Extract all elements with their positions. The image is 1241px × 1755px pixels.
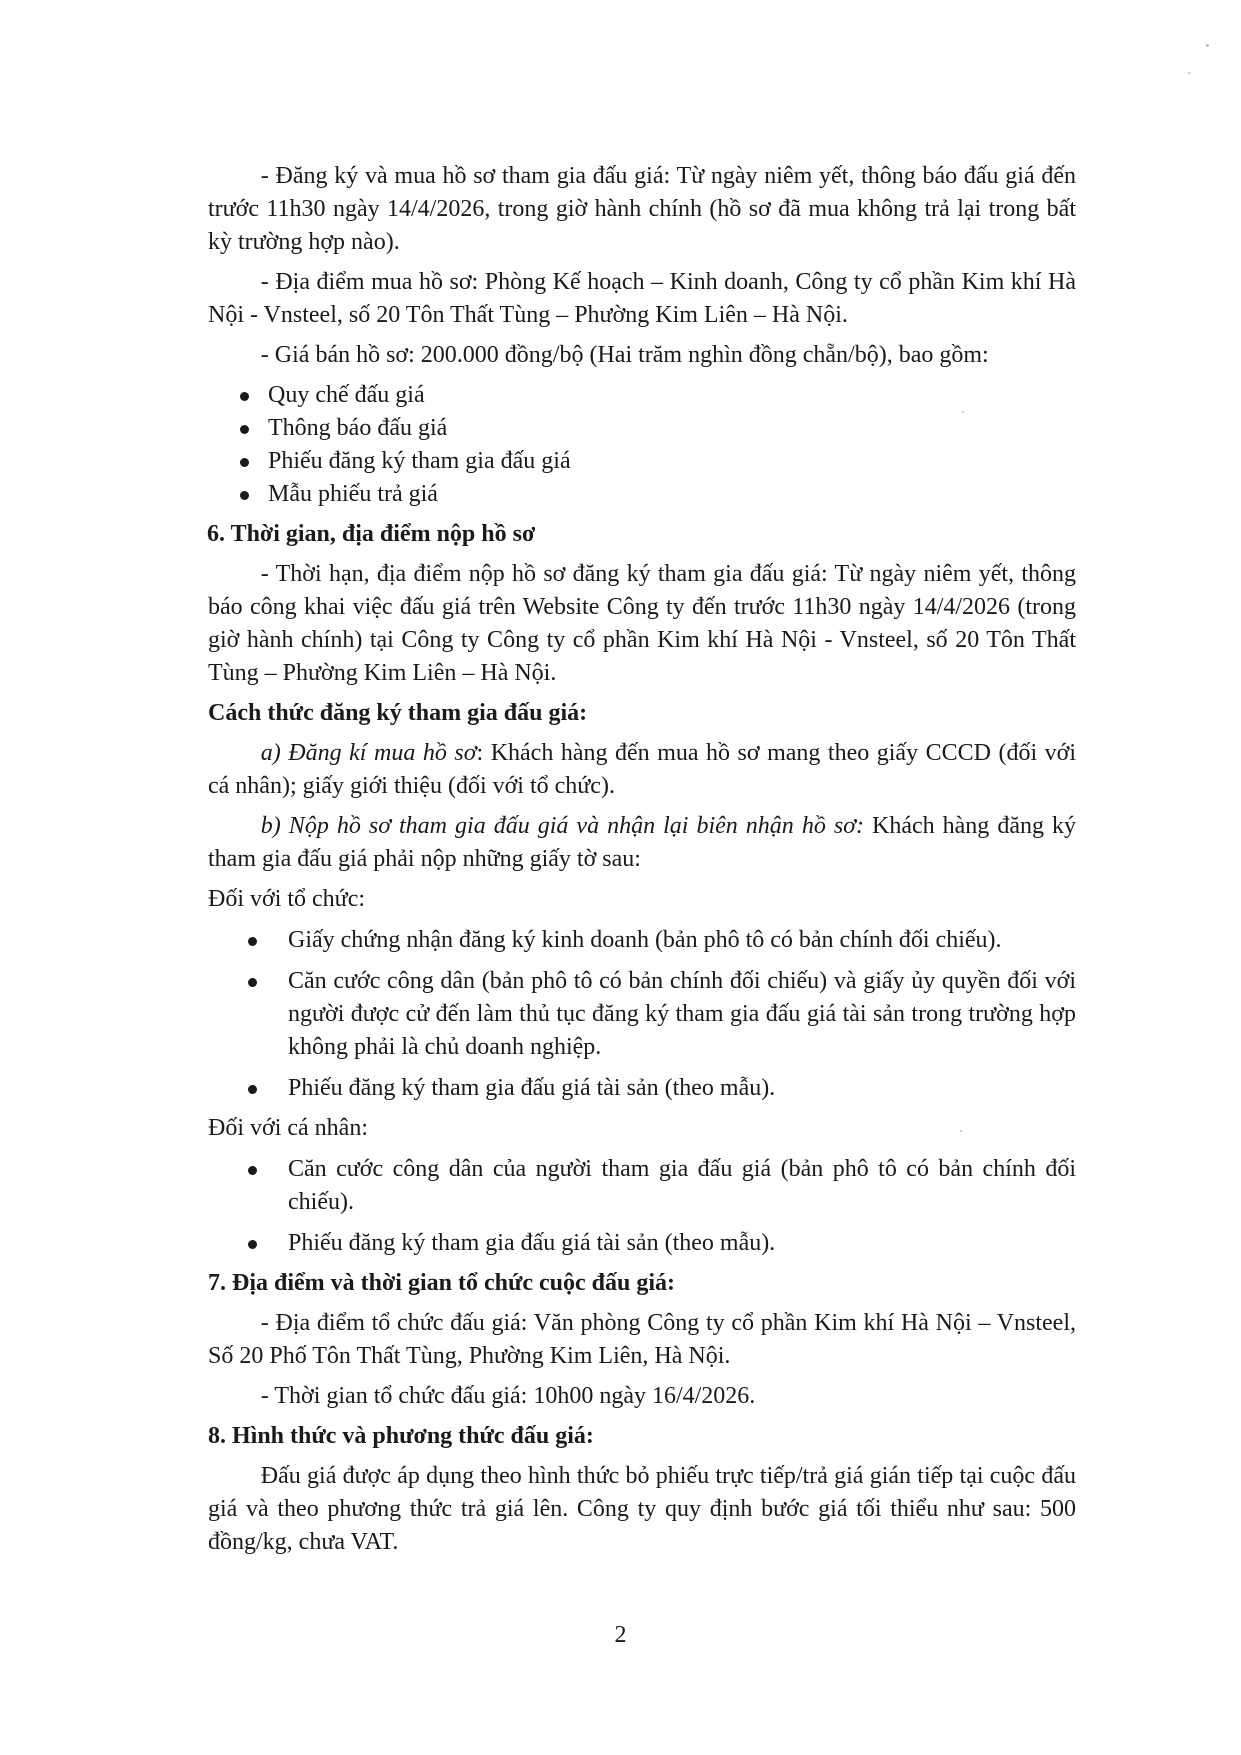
option-a-paragraph	[208, 737, 1076, 803]
bullet-icon	[248, 1240, 257, 1249]
section-8-heading: 8. Hình thức và phương thức đấu giá:	[208, 1423, 594, 1449]
option-a-label: a) Đăng kí mua hồ sơ	[260, 740, 477, 766]
bullet-icon	[248, 1166, 257, 1175]
bullet-icon	[240, 392, 249, 401]
section-7-heading: 7. Địa điểm và thời gian tổ chức cuộc đấu giá:	[208, 1270, 676, 1296]
submission-deadline-paragraph: - Thời hạn, địa điểm nộp hồ sơ đăng ký tham gia đấu giá: Từ ngày niêm yết, thông báo công khai việc đấu giá trên Website Công ty đến trước 11h30 ngày 14/4/2026 (trong giờ hành chính) tại Công ty Công ty cổ phần Kim khí Hà Nội - Vnsteel, số 20 Tôn Thất Tùng – Phường Kim Liên – Hà Nội.	[208, 561, 1076, 686]
purchase-location-paragraph: - Địa điểm mua hồ sơ: Phòng Kế hoạch – Kinh doanh, Công ty cổ phần Kim khí Hà Nội - Vnsteel, số 20 Tôn Thất Tùng – Phường Kim Liên – Hà Nội.	[208, 269, 1076, 328]
page-number: 2	[614, 1622, 627, 1648]
organization-heading: Đối với tổ chức:	[208, 886, 366, 912]
bullet-icon	[248, 978, 257, 987]
bullet-icon	[248, 937, 257, 946]
document-body	[208, 160, 1076, 1559]
bullet-icon	[240, 425, 249, 434]
scan-speck	[1206, 44, 1209, 47]
option-b-text: Khách hàng đăng ký tham gia đấu giá phải nộp những giấy tờ sau:	[208, 813, 1076, 872]
auction-location-paragraph: - Địa điểm tổ chức đấu giá: Văn phòng Công ty cổ phần Kim khí Hà Nội – Vnsteel, Số 20 Phố Tôn Thất Tùng, Phường Kim Liên, Hà Nội.	[208, 1310, 1076, 1369]
list-item: Thông báo đấu giá	[208, 412, 1076, 445]
list-item: Giấy chứng nhận đăng ký kinh doanh (bản phô tô có bản chính đối chiếu).	[208, 924, 1076, 957]
auction-method-paragraph: Đấu giá được áp dụng theo hình thức bỏ phiếu trực tiếp/trả giá gián tiếp tại cuộc đấu giá và theo phương thức trả giá lên. Công ty quy định bước giá tối thiểu như sau: 500 đồng/kg, chưa VAT.	[208, 1463, 1076, 1555]
bullet-icon	[240, 458, 249, 467]
list-item: Phiếu đăng ký tham gia đấu giá tài sản (theo mẫu).	[208, 1072, 1076, 1105]
purchase-period-paragraph: - Đăng ký và mua hồ sơ tham gia đấu giá: Từ ngày niêm yết, thông báo đấu giá đến trước 11h30 ngày 14/4/2026, trong giờ hành chính (hồ sơ đã mua không trả lại trong bất kỳ trường hợp nào).	[208, 163, 1076, 255]
option-b-paragraph	[208, 810, 1076, 876]
bullet-icon	[240, 491, 249, 500]
list-item: Căn cước công dân của người tham gia đấu giá (bản phô tô có bản chính đối chiếu).	[208, 1153, 1076, 1219]
document-list	[208, 379, 1076, 511]
auction-time-paragraph: - Thời gian tổ chức đấu giá: 10h00 ngày 16/4/2026.	[260, 1383, 756, 1409]
individual-heading: Đối với cá nhân:	[208, 1115, 368, 1141]
list-item: Mẫu phiếu trả giá	[208, 478, 1076, 511]
section-6-heading: 6. Thời gian, địa điểm nộp hồ sơ	[207, 521, 536, 547]
list-item: Phiếu đăng ký tham gia đấu giá tài sản (theo mẫu).	[208, 1227, 1076, 1260]
bullet-icon	[248, 1085, 257, 1094]
individual-requirements	[208, 1153, 1076, 1260]
organization-requirements	[208, 924, 1076, 1105]
list-item: Căn cước công dân (bản phô tô có bản chính đối chiếu) và giấy ủy quyền đối với người được cử đến làm thủ tục đăng ký tham gia đấu giá tài sản trong trường hợp không phải là chủ doanh nghiệp.	[208, 965, 1076, 1064]
option-b-label: b) Nộp hồ sơ tham gia đấu giá và nhận lại biên nhận hồ sơ:	[260, 813, 864, 839]
list-item: Phiếu đăng ký tham gia đấu giá	[208, 445, 1076, 478]
method-heading: Cách thức đăng ký tham gia đấu giá:	[208, 700, 588, 726]
scan-speck	[960, 1130, 962, 1132]
scan-speck	[962, 411, 964, 413]
price-paragraph: - Giá bán hồ sơ: 200.000 đồng/bộ (Hai trăm nghìn đồng chẵn/bộ), bao gồm:	[260, 342, 989, 368]
list-item: Quy chế đấu giá	[208, 379, 1076, 412]
scan-speck	[1188, 72, 1190, 74]
option-a-text: : Khách hàng đến mua hồ sơ mang theo giấy CCCD (đối với cá nhân); giấy giới thiệu (đối với tổ chức).	[208, 740, 1077, 799]
